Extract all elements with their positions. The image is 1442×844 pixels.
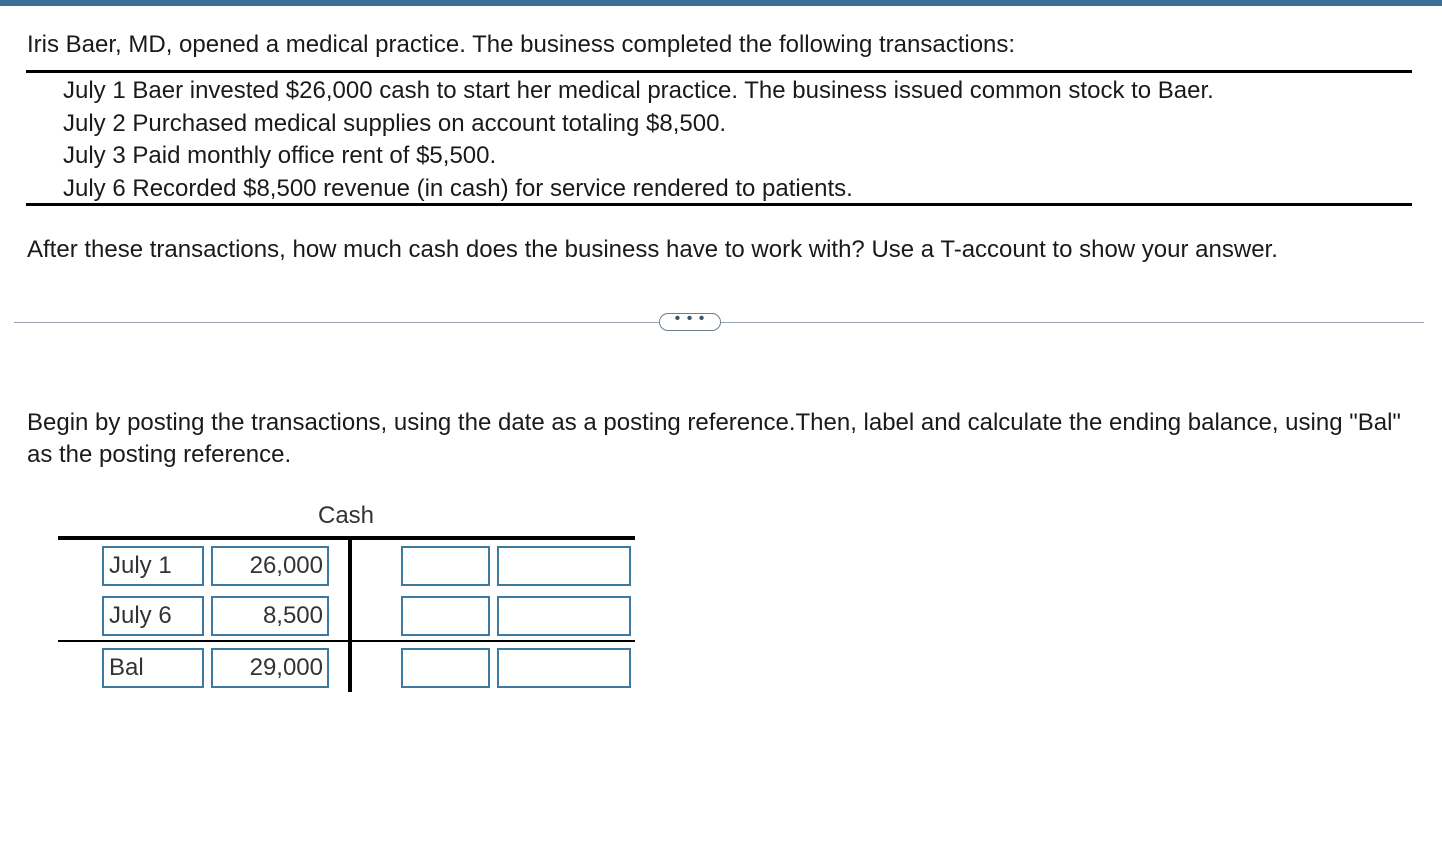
- credit-ref-input[interactable]: [401, 546, 490, 586]
- top-accent-bar: [0, 0, 1442, 6]
- credit-balance-ref-input[interactable]: [401, 648, 490, 688]
- t-account-balance-line: [58, 640, 635, 642]
- debit-balance-amount-input[interactable]: 29,000: [211, 648, 329, 688]
- debit-amount-input[interactable]: 8,500: [211, 596, 329, 636]
- transaction-date: July 3: [63, 142, 126, 169]
- credit-amount-input[interactable]: [497, 596, 631, 636]
- credit-amount-input[interactable]: [497, 546, 631, 586]
- credit-ref-input[interactable]: [401, 596, 490, 636]
- transaction-list: [63, 75, 1214, 205]
- transaction-row: [63, 140, 1214, 173]
- debit-ref-input[interactable]: July 6: [102, 596, 204, 636]
- transaction-row: [63, 75, 1214, 108]
- debit-ref-input[interactable]: July 1: [102, 546, 204, 586]
- transaction-date: July 1: [63, 77, 126, 104]
- instruction-text: Begin by posting the transactions, using the date as a posting reference.Then, label and calculate the ending balance, using "Bal" as the posting reference.: [27, 409, 1401, 468]
- transaction-date: July 6: [63, 174, 126, 202]
- debit-balance-ref-input[interactable]: Bal: [102, 648, 204, 688]
- transaction-text: Recorded $8,500 revenue (in cash) for service rendered to patients.: [132, 174, 853, 202]
- debit-amount-input[interactable]: 26,000: [211, 546, 329, 586]
- transaction-date: July 2: [63, 109, 126, 137]
- transaction-row: [63, 108, 1214, 141]
- transaction-row: [63, 173, 1214, 206]
- transaction-text: Paid monthly office rent of $5,500.: [132, 142, 497, 169]
- question-text: After these transactions, how much cash does the business have to work with? Use a T-account to show your answer.: [27, 236, 1278, 263]
- expand-more-button[interactable]: • • •: [659, 313, 721, 331]
- problem-intro: Iris Baer, MD, opened a medical practice. The business completed the following transactions:: [27, 31, 1016, 58]
- transactions-top-rule: [26, 70, 1412, 73]
- t-account-title: Cash: [317, 502, 375, 529]
- t-account-center-line: [348, 538, 352, 692]
- transaction-text: Baer invested $26,000 cash to start her medical practice. The business issued common stock to Baer.: [132, 77, 1214, 104]
- transaction-text: Purchased medical supplies on account totaling $8,500.: [132, 109, 727, 137]
- t-account-top-line: [58, 536, 635, 540]
- credit-balance-amount-input[interactable]: [497, 648, 631, 688]
- transactions-bottom-rule: [26, 203, 1412, 206]
